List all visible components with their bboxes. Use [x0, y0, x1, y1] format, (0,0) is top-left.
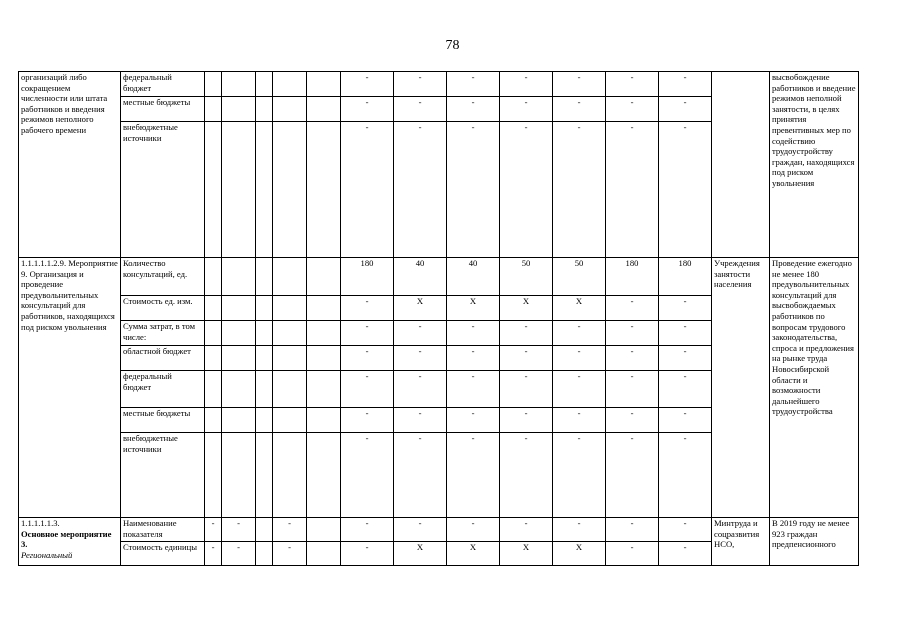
value-cell: - — [394, 408, 447, 433]
value-cell — [273, 258, 307, 296]
value-cell — [273, 408, 307, 433]
value-cell: - — [553, 346, 606, 371]
value-cell: - — [447, 321, 500, 346]
value-cell: - — [500, 408, 553, 433]
value-cell: X — [447, 296, 500, 321]
value-cell: - — [394, 122, 447, 258]
value-cell: - — [553, 321, 606, 346]
value-cell: - — [273, 542, 307, 566]
value-cell — [273, 371, 307, 408]
value-cell — [273, 433, 307, 518]
value-cell — [256, 542, 273, 566]
value-cell: - — [205, 542, 222, 566]
value-cell — [256, 346, 273, 371]
measure-name-cell — [19, 72, 121, 258]
value-cell: - — [447, 518, 500, 542]
value-cell — [205, 296, 222, 321]
value-cell — [205, 321, 222, 346]
value-cell — [256, 371, 273, 408]
measure-code: 1.1.1.1.1.3. — [21, 518, 60, 528]
value-cell: 40 — [447, 258, 500, 296]
value-cell: X — [394, 542, 447, 566]
value-cell: - — [500, 122, 553, 258]
value-cell: - — [606, 122, 659, 258]
value-cell — [205, 72, 222, 97]
value-cell: X — [553, 296, 606, 321]
value-cell: - — [659, 542, 712, 566]
value-cell: - — [606, 433, 659, 518]
value-cell — [307, 122, 341, 258]
value-cell: - — [553, 433, 606, 518]
value-cell: - — [606, 97, 659, 122]
value-cell: - — [447, 122, 500, 258]
value-cell: X — [447, 542, 500, 566]
value-cell — [307, 321, 341, 346]
value-cell — [273, 296, 307, 321]
value-cell: - — [447, 433, 500, 518]
value-cell — [307, 542, 341, 566]
value-cell: - — [606, 346, 659, 371]
value-cell — [273, 122, 307, 258]
value-cell: - — [394, 97, 447, 122]
value-cell: - — [659, 433, 712, 518]
table-row — [19, 72, 859, 97]
value-cell — [222, 321, 256, 346]
value-cell — [307, 371, 341, 408]
value-cell: - — [447, 371, 500, 408]
value-cell: - — [447, 72, 500, 97]
expected-result-cell: Проведение ежегодно не менее 180 предувольнительных консультаций для высвобождаемых работников по вопросам трудового законодательства, спроса и предложения на рынке труда Новосибирской области и возможности дальнейшего трудоустройства — [770, 258, 859, 518]
value-cell: - — [447, 346, 500, 371]
value-cell: - — [341, 97, 394, 122]
value-cell: - — [659, 346, 712, 371]
executor-cell — [712, 72, 770, 258]
value-cell: - — [341, 408, 394, 433]
value-cell — [222, 296, 256, 321]
value-cell — [205, 97, 222, 122]
value-cell — [256, 296, 273, 321]
value-cell — [205, 371, 222, 408]
value-cell: - — [447, 97, 500, 122]
value-cell — [256, 258, 273, 296]
value-cell — [307, 433, 341, 518]
value-cell: X — [500, 542, 553, 566]
value-cell: 50 — [500, 258, 553, 296]
value-cell: - — [500, 433, 553, 518]
expected-result-cell: В 2019 году не менее 923 граждан предпенсионного — [770, 518, 859, 566]
value-cell: - — [606, 518, 659, 542]
page-number: 78 — [445, 38, 460, 53]
value-cell — [307, 258, 341, 296]
value-cell — [307, 408, 341, 433]
value-cell: - — [447, 408, 500, 433]
value-cell — [222, 72, 256, 97]
value-cell — [222, 346, 256, 371]
value-cell — [205, 122, 222, 258]
program-table — [18, 71, 859, 566]
value-cell — [205, 346, 222, 371]
value-cell: - — [659, 97, 712, 122]
value-cell: - — [500, 371, 553, 408]
indicator-label-cell: Стоимость ед. изм. — [121, 296, 205, 321]
indicator-label-cell: федеральный бюджет — [121, 72, 205, 97]
value-cell: - — [606, 296, 659, 321]
value-cell — [222, 258, 256, 296]
value-cell — [256, 433, 273, 518]
value-cell — [256, 408, 273, 433]
measure-name-bold: Основное мероприятие 3. — [21, 528, 112, 550]
value-cell — [273, 346, 307, 371]
indicator-label-cell: Сумма затрат, в том числе: — [121, 321, 205, 346]
value-cell — [222, 97, 256, 122]
value-cell — [222, 408, 256, 433]
value-cell: - — [394, 321, 447, 346]
value-cell — [205, 258, 222, 296]
value-cell: - — [500, 72, 553, 97]
value-cell — [307, 97, 341, 122]
value-cell — [222, 122, 256, 258]
value-cell: - — [222, 542, 256, 566]
value-cell: 40 — [394, 258, 447, 296]
value-cell: - — [659, 296, 712, 321]
table-row — [19, 258, 859, 296]
indicator-label-cell: Количество консультаций, ед. — [121, 258, 205, 296]
value-cell: - — [659, 371, 712, 408]
value-cell — [307, 72, 341, 97]
value-cell — [256, 122, 273, 258]
value-cell: - — [606, 72, 659, 97]
value-cell — [273, 97, 307, 122]
value-cell: - — [394, 433, 447, 518]
indicator-label-cell: местные бюджеты — [121, 97, 205, 122]
value-cell: - — [606, 542, 659, 566]
value-cell: - — [606, 408, 659, 433]
value-cell: - — [341, 122, 394, 258]
indicator-label-cell: местные бюджеты — [121, 408, 205, 433]
value-cell: - — [500, 518, 553, 542]
value-cell — [273, 321, 307, 346]
value-cell: X — [394, 296, 447, 321]
value-cell: - — [606, 371, 659, 408]
value-cell: - — [341, 518, 394, 542]
value-cell — [256, 321, 273, 346]
value-cell: - — [341, 296, 394, 321]
measure-name-cell — [19, 258, 121, 518]
value-cell: - — [222, 518, 256, 542]
value-cell — [222, 433, 256, 518]
value-cell: - — [606, 321, 659, 346]
measure-name-cell — [19, 518, 121, 566]
value-cell: - — [341, 433, 394, 518]
value-cell — [307, 346, 341, 371]
value-cell: - — [394, 371, 447, 408]
value-cell: - — [553, 408, 606, 433]
value-cell: - — [553, 72, 606, 97]
value-cell: - — [553, 97, 606, 122]
value-cell: 180 — [659, 258, 712, 296]
value-cell: 180 — [606, 258, 659, 296]
value-cell — [256, 72, 273, 97]
value-cell — [205, 433, 222, 518]
value-cell: - — [500, 346, 553, 371]
measure-name-text: организаций либо сокращением численности или штата работников и введения режимов неполного рабочего времени — [21, 72, 108, 135]
value-cell: - — [205, 518, 222, 542]
indicator-label-cell: Наименование показателя — [121, 518, 205, 542]
value-cell: X — [500, 296, 553, 321]
value-cell: - — [273, 518, 307, 542]
value-cell: 50 — [553, 258, 606, 296]
value-cell: - — [394, 518, 447, 542]
value-cell: - — [341, 542, 394, 566]
value-cell: - — [659, 72, 712, 97]
value-cell: X — [553, 542, 606, 566]
value-cell: - — [341, 371, 394, 408]
indicator-label-cell: федеральный бюджет — [121, 371, 205, 408]
value-cell: - — [341, 321, 394, 346]
value-cell: - — [500, 97, 553, 122]
indicator-label-cell: внебюджетные источники — [121, 122, 205, 258]
value-cell: - — [553, 371, 606, 408]
value-cell: - — [659, 408, 712, 433]
indicator-label-cell: областной бюджет — [121, 346, 205, 371]
measure-code: 1.1.1.1.1.2.9. — [21, 258, 67, 268]
measure-name-text: Мероприятие 9. Организация и проведение предувольнительных консультаций для работников, находящихся под риском увольнения — [21, 258, 118, 332]
indicator-label-cell: внебюджетные источники — [121, 433, 205, 518]
value-cell: - — [500, 321, 553, 346]
value-cell — [307, 296, 341, 321]
value-cell — [205, 408, 222, 433]
measure-name-italic: Региональный — [21, 549, 73, 560]
executor-cell: Минтруда и соцразвития НСО, — [712, 518, 770, 566]
value-cell: - — [553, 122, 606, 258]
value-cell: - — [553, 518, 606, 542]
value-cell: - — [394, 346, 447, 371]
value-cell: - — [659, 122, 712, 258]
value-cell: - — [341, 72, 394, 97]
table-row — [19, 518, 859, 542]
expected-result-cell: высвобождение работников и введение режимов неполной занятости, в целях принятия превентивных мер по содействию трудоустройству граждан, находящихся под риском увольнения — [770, 72, 859, 258]
executor-cell: Учреждения занятости населения — [712, 258, 770, 518]
value-cell — [307, 518, 341, 542]
value-cell: - — [659, 518, 712, 542]
indicator-label-cell: Стоимость единицы — [121, 542, 205, 566]
value-cell: 180 — [341, 258, 394, 296]
value-cell — [273, 72, 307, 97]
value-cell — [256, 518, 273, 542]
value-cell — [222, 371, 256, 408]
value-cell: - — [394, 72, 447, 97]
value-cell — [256, 97, 273, 122]
value-cell: - — [659, 321, 712, 346]
value-cell: - — [341, 346, 394, 371]
